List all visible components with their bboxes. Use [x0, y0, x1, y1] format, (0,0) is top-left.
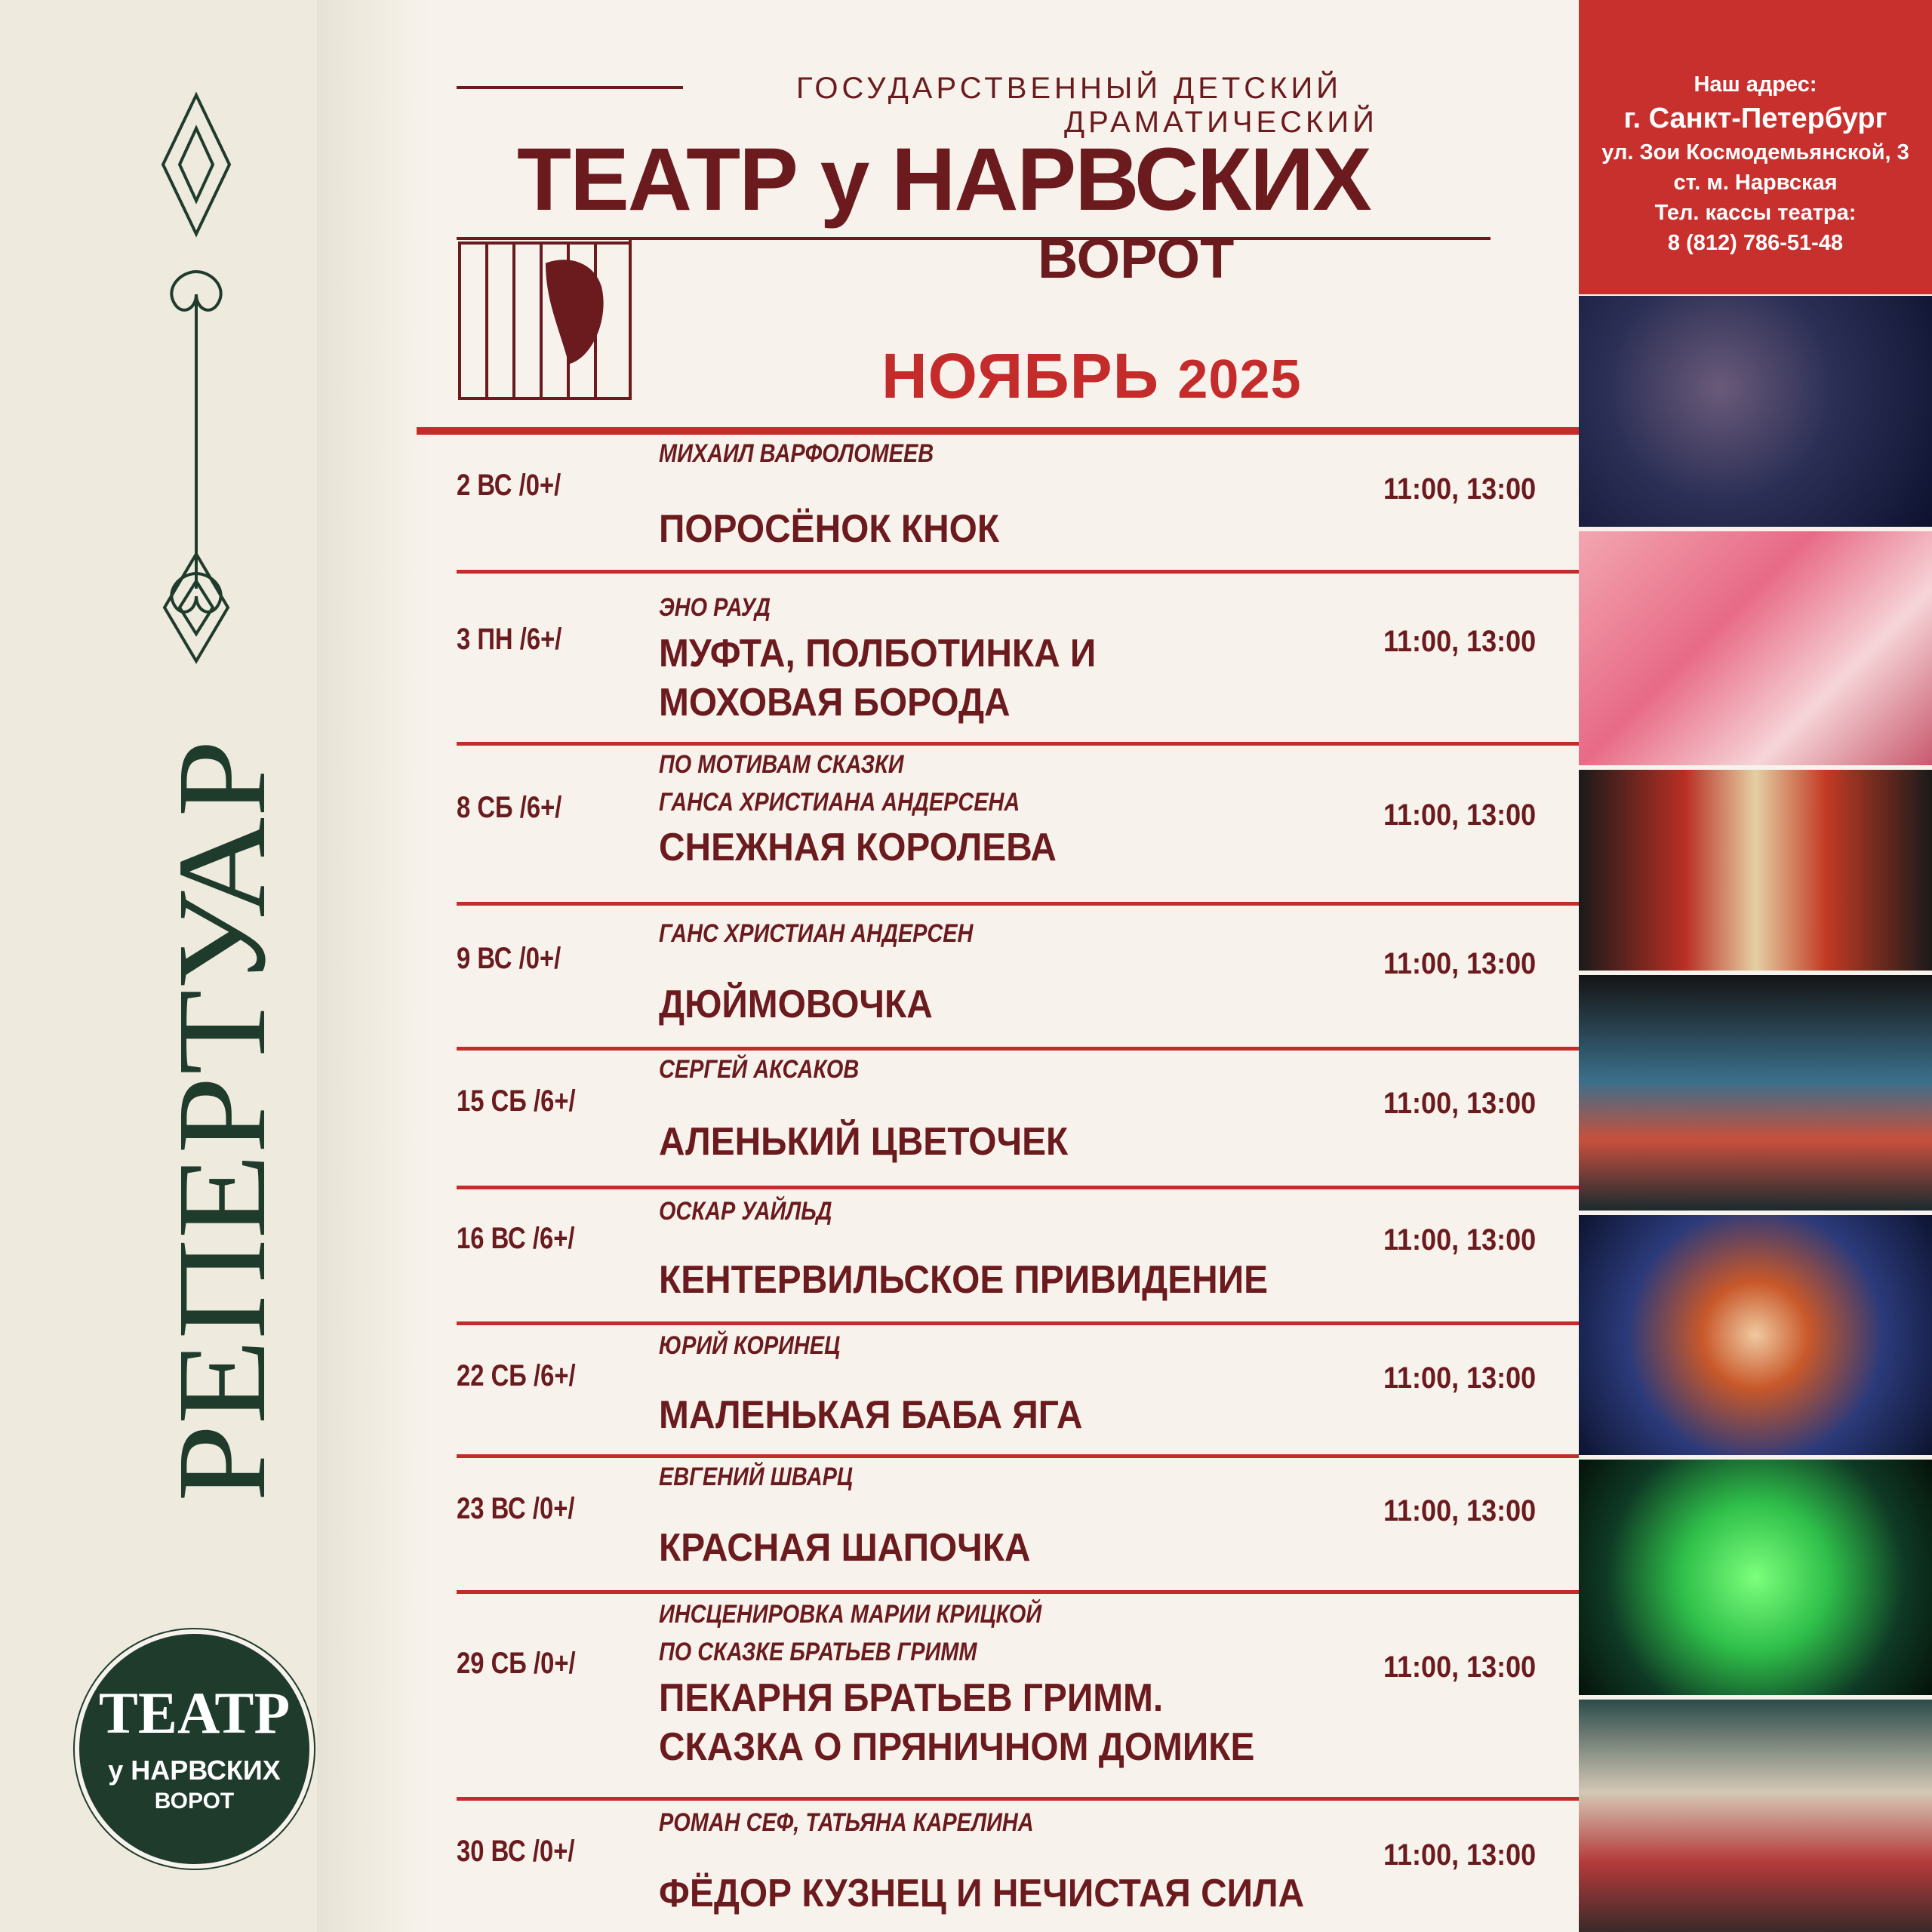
performance-title: СНЕЖНАЯ КОРОЛЕВА — [659, 826, 1057, 869]
table-row — [457, 1801, 1579, 1932]
performance-author: РОМАН СЕФ, ТАТЬЯНА КАРЕЛИНА — [659, 1808, 1034, 1837]
theatre-subtitle-line-2: ДРАМАТИЧЕСКИЙ — [1064, 106, 1378, 139]
performance-title: АЛЕНЬКИЙ ЦВЕТОЧЕК — [659, 1120, 1069, 1164]
table-row — [457, 574, 1579, 746]
logo-line-3: ВОРОТ — [154, 1789, 235, 1814]
performance-time: 11:00, 13:00 — [1383, 625, 1537, 658]
performance-time: 11:00, 13:00 — [1383, 947, 1537, 980]
performance-date: 8 СБ /6+/ — [457, 791, 562, 824]
performance-author: ГАНСА ХРИСТИАНА АНДЕРСЕНА — [659, 788, 1020, 817]
performance-title: МАЛЕНЬКАЯ БАБА ЯГА — [659, 1393, 1083, 1437]
performance-title: ФЁДОР КУЗНЕЦ И НЕЧИСТАЯ СИЛА — [659, 1872, 1305, 1915]
performance-date: 2 ВС /0+/ — [457, 469, 561, 502]
address-metro: ст. м. Нарвская — [1673, 171, 1838, 195]
table-row — [457, 435, 1579, 574]
performance-photo — [1579, 1215, 1932, 1455]
performance-author: ПО СКАЗКЕ БРАТЬЕВ ГРИММ — [659, 1638, 977, 1666]
address-street: ул. Зои Космодемьянской, 3 — [1601, 140, 1909, 165]
performance-author: ЮРИЙ КОРИНЕЦ — [659, 1331, 841, 1360]
theatre-name-line-1: ТЕАТР у НАРВСКИХ — [517, 130, 1371, 229]
performance-author: МИХАИЛ ВАРФОЛОМЕЕВ — [659, 439, 934, 468]
table-row — [457, 1458, 1579, 1594]
month-heading — [881, 340, 1302, 413]
performance-date: 3 ПН /6+/ — [457, 623, 562, 656]
performance-date: 30 ВС /0+/ — [457, 1835, 575, 1868]
performance-photo — [1579, 1460, 1932, 1695]
performance-author: ИНСЦЕНИРОВКА МАРИИ КРИЦКОЙ — [659, 1600, 1042, 1629]
address-box — [1579, 0, 1932, 294]
performance-title: КРАСНАЯ ШАПОЧКА — [659, 1526, 1031, 1570]
logo-line-2: у НАРВСКИХ — [108, 1755, 281, 1786]
performance-photo — [1579, 1700, 1932, 1932]
performance-author: ОСКАР УАЙЛЬД — [659, 1197, 832, 1226]
table-row — [457, 1325, 1579, 1458]
torn-paper-edge — [317, 0, 430, 1932]
table-row — [457, 906, 1579, 1051]
performance-date: 15 СБ /6+/ — [457, 1084, 576, 1118]
performance-title: МОХОВАЯ БОРОДА — [659, 681, 1011, 724]
performance-date: 16 ВС /6+/ — [457, 1222, 575, 1255]
performance-author: СЕРГЕЙ АКСАКОВ — [659, 1055, 860, 1084]
performance-title: ПЕКАРНЯ БРАТЬЕВ ГРИММ. — [659, 1676, 1164, 1720]
performance-photo — [1579, 975, 1932, 1211]
diamond-ornament-icon — [160, 551, 232, 664]
phone-number: 8 (812) 786-51-48 — [1667, 231, 1844, 255]
performance-time: 11:00, 13:00 — [1383, 1087, 1537, 1120]
performance-author: ЕВГЕНИЙ ШВАРЦ — [659, 1463, 853, 1491]
performance-date: 9 ВС /0+/ — [457, 942, 561, 975]
table-row — [457, 1051, 1579, 1189]
table-top-rule — [417, 427, 1579, 435]
performance-time: 11:00, 13:00 — [1383, 1494, 1537, 1527]
performance-date: 23 ВС /0+/ — [457, 1492, 575, 1525]
theatre-logo-badge — [79, 1634, 309, 1864]
performance-author: ЭНО РАУД — [659, 593, 771, 622]
performance-title: СКАЗКА О ПРЯНИЧНОМ ДОМИКЕ — [659, 1725, 1255, 1769]
performance-time: 11:00, 13:00 — [1383, 798, 1537, 832]
phone-label: Тел. кассы театра: — [1654, 201, 1857, 225]
theatre-name-line-2: ВОРОТ — [1038, 227, 1235, 290]
month-year: 2025 — [1177, 349, 1302, 410]
repertoire-title-text: РЕПЕРТУАР — [152, 808, 292, 1502]
performance-photo — [1579, 770, 1932, 971]
theatre-subtitle-line-1: ГОСУДАРСТВЕННЫЙ ДЕТСКИЙ — [796, 72, 1342, 105]
performance-photo — [1579, 296, 1932, 527]
performance-time: 11:00, 13:00 — [1383, 472, 1537, 506]
performance-time: 11:00, 13:00 — [1383, 1361, 1537, 1395]
table-row — [457, 1189, 1579, 1325]
month-name: НОЯБРЬ — [881, 340, 1160, 411]
performance-author: ПО МОТИВАМ СКАЗКИ — [659, 750, 904, 779]
performance-date: 29 СБ /0+/ — [457, 1647, 576, 1680]
performance-time: 11:00, 13:00 — [1383, 1223, 1537, 1257]
logo-line-1: ТЕАТР — [98, 1680, 291, 1746]
performance-title: ПОРОСЁНОК КНОК — [659, 507, 1000, 551]
left-decorative-strip — [0, 0, 423, 1932]
table-row — [457, 746, 1579, 906]
repertoire-vertical-title — [91, 724, 317, 1517]
performance-date: 22 СБ /6+/ — [457, 1359, 576, 1392]
address-heading: Наш адрес: — [1694, 72, 1817, 97]
performance-title: МУФТА, ПОЛБОТИНКА И — [659, 632, 1097, 675]
performance-photo — [1579, 531, 1932, 765]
performance-author: ГАНС ХРИСТИАН АНДЕРСЕН — [659, 919, 974, 948]
table-row — [457, 1594, 1579, 1801]
address-city: г. Санкт-Петербург — [1623, 103, 1887, 134]
performance-time: 11:00, 13:00 — [1383, 1651, 1537, 1684]
performance-title: ДЮЙМОВОЧКА — [659, 983, 933, 1026]
performance-title: КЕНТЕРВИЛЬСКОЕ ПРИВИДЕНИЕ — [659, 1258, 1268, 1302]
performance-time: 11:00, 13:00 — [1383, 1838, 1537, 1872]
